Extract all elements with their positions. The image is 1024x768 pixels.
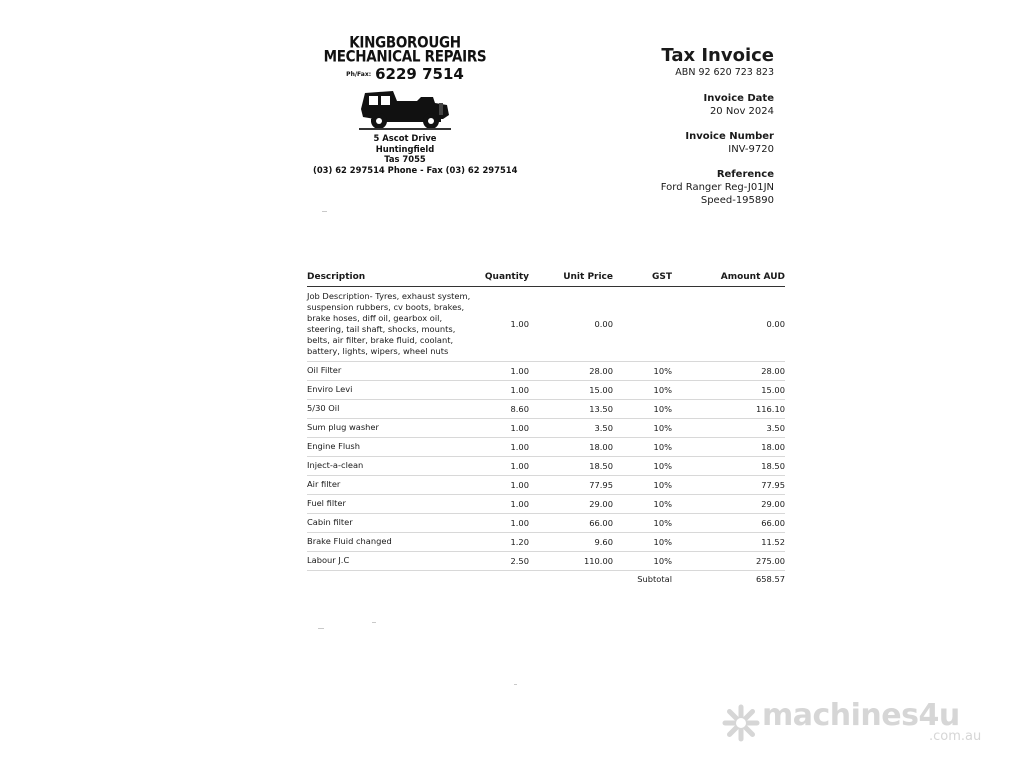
reference-line1: Ford Ranger Reg-J01JN (660, 182, 774, 193)
cell-unit-price: 15.00 (529, 381, 613, 400)
cell-unit-price: 3.50 (529, 419, 613, 438)
cell-description: Fuel filter (307, 495, 477, 514)
cell-amount: 18.50 (672, 457, 785, 476)
cell-description: Sum plug washer (307, 419, 477, 438)
cell-amount: 275.00 (672, 552, 785, 571)
subtotal-row (307, 571, 785, 589)
cell-description: Engine Flush (307, 438, 477, 457)
job-description-line: steering, tail shaft, shocks, mounts, (307, 324, 456, 334)
table-row (307, 362, 785, 381)
cell-amount: 0.00 (672, 287, 785, 362)
cell-description: Enviro Levi (307, 381, 477, 400)
cell-gst: 10% (613, 533, 672, 552)
cell-description: Oil Filter (307, 362, 477, 381)
cell-gst: 10% (613, 400, 672, 419)
cell-unit-price: 13.50 (529, 400, 613, 419)
cell-quantity: 1.00 (477, 381, 529, 400)
cell-quantity: 1.00 (477, 287, 529, 362)
invoice-number: INV-9720 (728, 144, 774, 155)
cell-description: Inject-a-clean (307, 457, 477, 476)
cell-amount: 11.52 (672, 533, 785, 552)
table-row (307, 457, 785, 476)
cell-unit-price: 9.60 (529, 533, 613, 552)
subtotal-value: 658.57 (755, 574, 785, 584)
scan-speck (514, 684, 517, 685)
cell-amount: 66.00 (672, 514, 785, 533)
scan-speck (322, 211, 327, 212)
header-quantity: Quantity (477, 270, 529, 287)
cell-quantity: 1.20 (477, 533, 529, 552)
cell-gst: 10% (613, 476, 672, 495)
job-description-line: battery, lights, wipers, wheel nuts (307, 346, 449, 356)
business-phone (300, 66, 510, 83)
cell-gst: 10% (613, 495, 672, 514)
snowflake-star-icon (722, 704, 760, 742)
cell-amount: 29.00 (672, 495, 785, 514)
cell-unit-price: 28.00 (529, 362, 613, 381)
business-header (300, 33, 518, 175)
table-row (307, 533, 785, 552)
table-header-row (307, 270, 785, 287)
business-address (300, 133, 518, 175)
cell-unit-price: 18.00 (529, 438, 613, 457)
table-row (307, 419, 785, 438)
watermark-brand: machines4u (762, 698, 960, 733)
cell-quantity: 1.00 (477, 362, 529, 381)
header-gst: GST (613, 270, 672, 287)
cell-quantity: 1.00 (477, 476, 529, 495)
job-description-line: suspension rubbers, cv boots, brakes, (307, 302, 465, 312)
cell-unit-price: 29.00 (529, 495, 613, 514)
business-name-line1: KINGBOROUGH (349, 33, 461, 53)
cell-unit-price: 0.00 (529, 287, 613, 362)
table-row (307, 514, 785, 533)
table-row (307, 495, 785, 514)
cell-amount: 15.00 (672, 381, 785, 400)
cell-gst: 10% (613, 457, 672, 476)
cell-quantity: 1.00 (477, 457, 529, 476)
cell-amount: 18.00 (672, 438, 785, 457)
header-unit-price: Unit Price (529, 270, 613, 287)
cell-gst (613, 287, 672, 362)
address-line1: 5 Ascot Drive (373, 133, 437, 143)
invoice-date-label: Invoice Date (703, 93, 774, 104)
cell-description: Air filter (307, 476, 477, 495)
invoice-abn: ABN 92 620 723 823 (675, 67, 774, 78)
cell-description: Cabin filter (307, 514, 477, 533)
address-line3: Tas 7055 (384, 154, 426, 164)
table-row (307, 438, 785, 457)
subtotal-spacer (477, 571, 529, 589)
scan-speck (318, 628, 324, 629)
header-amount: Amount AUD (672, 270, 785, 287)
cell-quantity: 2.50 (477, 552, 529, 571)
header-description: Description (307, 270, 477, 287)
cell-unit-price: 18.50 (529, 457, 613, 476)
cell-amount: 77.95 (672, 476, 785, 495)
table-row (307, 400, 785, 419)
watermark-domain: .com.au (929, 729, 982, 744)
subtotal-spacer (307, 571, 477, 589)
invoice-number-label: Invoice Number (685, 131, 774, 142)
cell-unit-price: 77.95 (529, 476, 613, 495)
cell-quantity: 1.00 (477, 419, 529, 438)
subtotal-spacer (529, 571, 613, 589)
cell-gst: 10% (613, 438, 672, 457)
cell-description: Labour J.C (307, 552, 477, 571)
scan-speck (372, 622, 376, 623)
phone-label: Ph/Fax: (346, 71, 372, 78)
job-description-line: Job Description- Tyres, exhaust system, (307, 291, 471, 301)
phone-number: 6229 7514 (375, 65, 464, 83)
cell-gst: 10% (613, 552, 672, 571)
machines4u-watermark (722, 698, 992, 746)
invoice-header (661, 46, 774, 207)
table-row-job-description (307, 287, 785, 362)
cell-gst: 10% (613, 419, 672, 438)
reference-label: Reference (716, 169, 774, 180)
cell-quantity: 1.00 (477, 495, 529, 514)
cell-gst: 10% (613, 381, 672, 400)
job-description-cell (307, 287, 477, 362)
cell-quantity: 1.00 (477, 514, 529, 533)
cell-amount: 3.50 (672, 419, 785, 438)
table-row (307, 552, 785, 571)
cell-gst: 10% (613, 362, 672, 381)
business-name-line2: MECHANICAL REPAIRS (323, 47, 487, 67)
cell-amount: 28.00 (672, 362, 785, 381)
cell-amount: 116.10 (672, 400, 785, 419)
job-description-line: belts, air filter, brake fluid, coolant, (307, 335, 454, 345)
address-line2: Huntingfield (375, 143, 435, 154)
cell-description: Brake Fluid changed (307, 533, 477, 552)
cell-quantity: 8.60 (477, 400, 529, 419)
invoice-date: 20 Nov 2024 (709, 106, 774, 117)
cell-unit-price: 110.00 (529, 552, 613, 571)
table-row (307, 381, 785, 400)
reference-line2: Speed-195890 (700, 195, 774, 206)
job-description-line: brake hoses, diff oil, gearbox oil, (307, 313, 443, 323)
vintage-car-icon (355, 85, 455, 131)
subtotal-label: Subtotal (637, 574, 672, 584)
line-items-table (307, 270, 785, 588)
cell-unit-price: 66.00 (529, 514, 613, 533)
contact-line: (03) 62 297514 Phone - Fax (03) 62 297514 (313, 164, 518, 175)
invoice-title: Tax Invoice (661, 45, 774, 66)
cell-description: 5/30 Oil (307, 400, 477, 419)
table-row (307, 476, 785, 495)
cell-gst: 10% (613, 514, 672, 533)
cell-quantity: 1.00 (477, 438, 529, 457)
